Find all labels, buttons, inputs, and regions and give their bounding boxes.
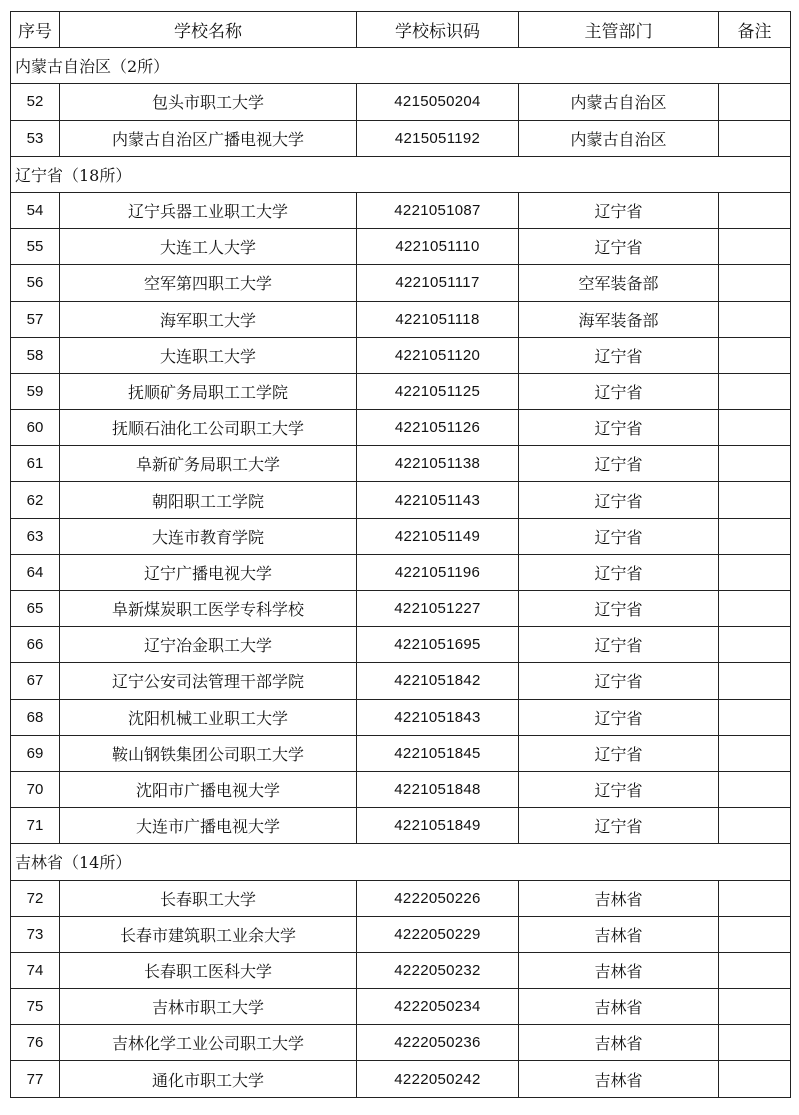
table-row [11,229,791,265]
cell-authority: 辽宁省 [519,699,719,735]
cell-authority: 辽宁省 [519,808,719,844]
cell-remarks [719,229,791,265]
cell-authority: 吉林省 [519,989,719,1025]
cell-authority: 内蒙古自治区 [519,84,719,120]
table-row [11,916,791,952]
cell-school-code: 4221051843 [357,699,519,735]
cell-school-code: 4221051842 [357,663,519,699]
cell-school-code: 4221051196 [357,554,519,590]
cell-remarks [719,518,791,554]
cell-seq: 65 [11,591,60,627]
cell-school-name: 辽宁兵器工业职工大学 [60,192,357,228]
cell-remarks [719,627,791,663]
cell-authority: 辽宁省 [519,446,719,482]
cell-school-name: 内蒙古自治区广播电视大学 [60,120,357,156]
cell-seq: 70 [11,771,60,807]
school-list-table [10,11,791,1098]
cell-school-code: 4221051087 [357,192,519,228]
cell-remarks [719,591,791,627]
cell-school-code: 4221051117 [357,265,519,301]
header-seq: 序号 [11,12,60,48]
cell-seq: 62 [11,482,60,518]
cell-school-name: 大连市教育学院 [60,518,357,554]
cell-authority: 吉林省 [519,1025,719,1061]
cell-seq: 69 [11,735,60,771]
cell-remarks [719,916,791,952]
cell-authority: 辽宁省 [519,771,719,807]
cell-authority: 辽宁省 [519,192,719,228]
cell-remarks [719,1061,791,1097]
header-remarks: 备注 [719,12,791,48]
cell-remarks [719,808,791,844]
cell-school-name: 大连市广播电视大学 [60,808,357,844]
header-school-name: 学校名称 [60,12,357,48]
table-row [11,880,791,916]
table-row [11,518,791,554]
table-row [11,1025,791,1061]
cell-remarks [719,699,791,735]
table-row [11,120,791,156]
table-row [11,699,791,735]
group-header-row [11,48,791,84]
cell-school-code: 4222050236 [357,1025,519,1061]
cell-school-name: 长春职工医科大学 [60,952,357,988]
cell-school-code: 4221051138 [357,446,519,482]
cell-school-code: 4222050226 [357,880,519,916]
cell-seq: 57 [11,301,60,337]
cell-remarks [719,554,791,590]
cell-school-code: 4222050234 [357,989,519,1025]
cell-remarks [719,663,791,699]
cell-school-code: 4221051695 [357,627,519,663]
cell-seq: 68 [11,699,60,735]
cell-authority: 辽宁省 [519,591,719,627]
cell-school-code: 4221051126 [357,410,519,446]
group-title: 辽宁省（18所） [11,156,791,192]
cell-seq: 56 [11,265,60,301]
cell-seq: 77 [11,1061,60,1097]
cell-school-code: 4215050204 [357,84,519,120]
table-row [11,446,791,482]
cell-school-code: 4221051227 [357,591,519,627]
cell-school-code: 4221051125 [357,373,519,409]
cell-school-name: 包头市职工大学 [60,84,357,120]
cell-school-code: 4222050232 [357,952,519,988]
cell-seq: 76 [11,1025,60,1061]
cell-authority: 辽宁省 [519,554,719,590]
group-header-row [11,156,791,192]
cell-seq: 55 [11,229,60,265]
cell-seq: 63 [11,518,60,554]
table-row [11,663,791,699]
cell-school-name: 沈阳机械工业职工大学 [60,699,357,735]
table-row [11,192,791,228]
cell-remarks [719,1025,791,1061]
cell-authority: 辽宁省 [519,627,719,663]
cell-seq: 64 [11,554,60,590]
cell-school-name: 辽宁广播电视大学 [60,554,357,590]
cell-authority: 吉林省 [519,1061,719,1097]
cell-school-name: 大连工人大学 [60,229,357,265]
cell-seq: 71 [11,808,60,844]
cell-seq: 75 [11,989,60,1025]
cell-school-name: 长春市建筑职工业余大学 [60,916,357,952]
cell-authority: 吉林省 [519,952,719,988]
cell-remarks [719,482,791,518]
cell-school-code: 4221051849 [357,808,519,844]
cell-remarks [719,265,791,301]
table-header-row [11,12,791,48]
cell-seq: 67 [11,663,60,699]
table-row [11,410,791,446]
table-row [11,735,791,771]
cell-remarks [719,735,791,771]
cell-school-code: 4221051118 [357,301,519,337]
table-row [11,771,791,807]
cell-remarks [719,84,791,120]
table-row [11,301,791,337]
cell-authority: 辽宁省 [519,518,719,554]
table-row [11,554,791,590]
cell-school-name: 长春职工大学 [60,880,357,916]
cell-authority: 海军装备部 [519,301,719,337]
table-row [11,265,791,301]
cell-authority: 辽宁省 [519,373,719,409]
cell-remarks [719,446,791,482]
table-row [11,1061,791,1097]
header-authority: 主管部门 [519,12,719,48]
cell-remarks [719,410,791,446]
cell-school-code: 4215051192 [357,120,519,156]
cell-school-name: 抚顺石油化工公司职工大学 [60,410,357,446]
cell-remarks [719,373,791,409]
cell-seq: 72 [11,880,60,916]
cell-school-name: 阜新矿务局职工大学 [60,446,357,482]
cell-remarks [719,192,791,228]
cell-authority: 辽宁省 [519,229,719,265]
cell-seq: 52 [11,84,60,120]
cell-school-name: 吉林化学工业公司职工大学 [60,1025,357,1061]
group-title: 内蒙古自治区（2所） [11,48,791,84]
cell-school-code: 4222050242 [357,1061,519,1097]
cell-school-name: 鞍山钢铁集团公司职工大学 [60,735,357,771]
table-row [11,373,791,409]
table-row [11,808,791,844]
cell-authority: 辽宁省 [519,735,719,771]
cell-school-code: 4221051848 [357,771,519,807]
cell-seq: 54 [11,192,60,228]
cell-authority: 吉林省 [519,880,719,916]
cell-authority: 辽宁省 [519,410,719,446]
cell-authority: 空军装备部 [519,265,719,301]
cell-school-code: 4222050229 [357,916,519,952]
table-row [11,952,791,988]
table-row [11,84,791,120]
cell-school-name: 通化市职工大学 [60,1061,357,1097]
cell-remarks [719,989,791,1025]
table-body [11,48,791,1097]
cell-school-code: 4221051143 [357,482,519,518]
cell-remarks [719,952,791,988]
cell-school-code: 4221051149 [357,518,519,554]
cell-remarks [719,880,791,916]
table-row [11,591,791,627]
cell-remarks [719,301,791,337]
cell-school-name: 海军职工大学 [60,301,357,337]
cell-authority: 辽宁省 [519,482,719,518]
header-school-code: 学校标识码 [357,12,519,48]
table-row [11,989,791,1025]
cell-seq: 58 [11,337,60,373]
cell-school-name: 空军第四职工大学 [60,265,357,301]
cell-remarks [719,337,791,373]
cell-school-name: 辽宁冶金职工大学 [60,627,357,663]
group-header-row [11,844,791,880]
table-row [11,337,791,373]
cell-authority: 辽宁省 [519,663,719,699]
cell-school-code: 4221051120 [357,337,519,373]
cell-school-name: 吉林市职工大学 [60,989,357,1025]
cell-school-name: 朝阳职工工学院 [60,482,357,518]
cell-school-code: 4221051845 [357,735,519,771]
cell-authority: 内蒙古自治区 [519,120,719,156]
cell-remarks [719,771,791,807]
cell-school-name: 抚顺矿务局职工工学院 [60,373,357,409]
cell-seq: 53 [11,120,60,156]
cell-seq: 59 [11,373,60,409]
cell-remarks [719,120,791,156]
group-title: 吉林省（14所） [11,844,791,880]
table-row [11,627,791,663]
cell-seq: 60 [11,410,60,446]
cell-seq: 61 [11,446,60,482]
cell-school-name: 阜新煤炭职工医学专科学校 [60,591,357,627]
cell-seq: 66 [11,627,60,663]
cell-school-code: 4221051110 [357,229,519,265]
cell-authority: 辽宁省 [519,337,719,373]
cell-school-name: 沈阳市广播电视大学 [60,771,357,807]
cell-seq: 73 [11,916,60,952]
cell-school-name: 大连职工大学 [60,337,357,373]
table-row [11,482,791,518]
cell-authority: 吉林省 [519,916,719,952]
cell-seq: 74 [11,952,60,988]
cell-school-name: 辽宁公安司法管理干部学院 [60,663,357,699]
